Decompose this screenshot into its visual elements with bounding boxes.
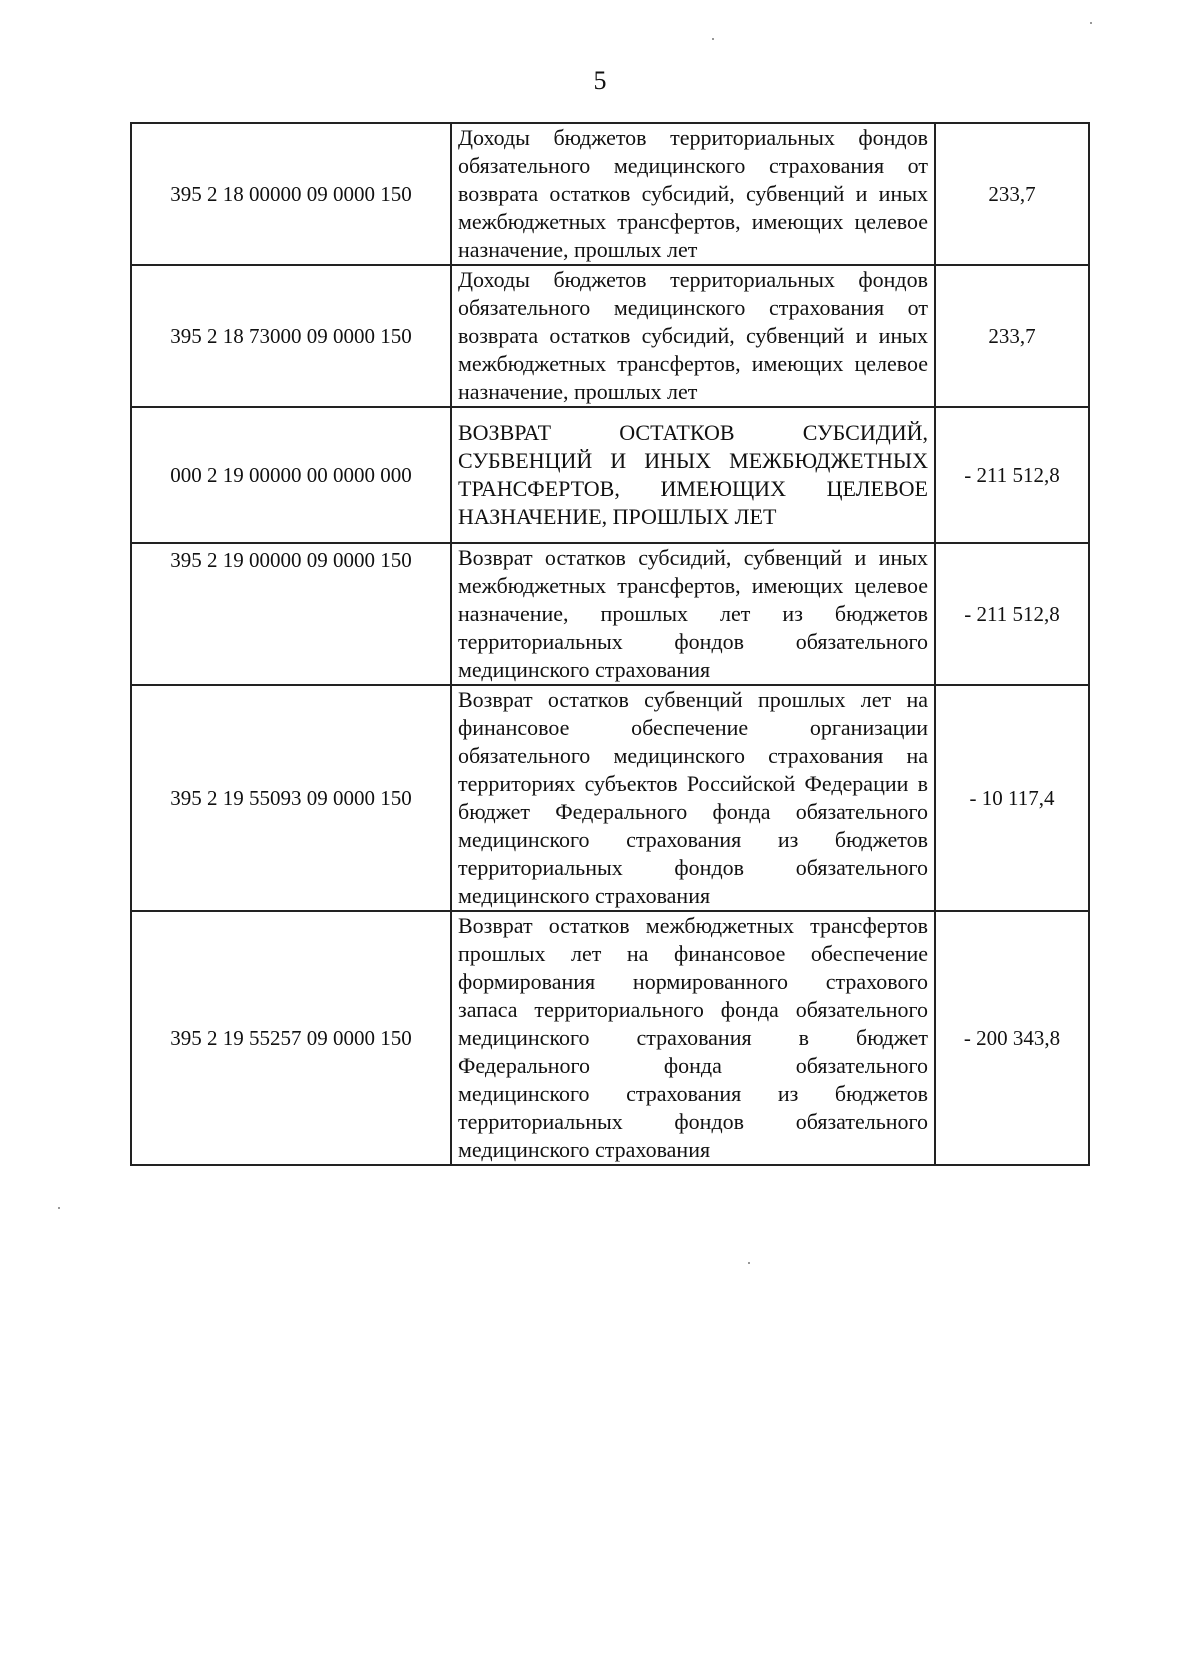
- budget-amount: - 200 343,8: [935, 911, 1089, 1165]
- budget-code: 395 2 19 00000 09 0000 150: [131, 543, 451, 685]
- table-row: [131, 265, 1089, 407]
- budget-code: 395 2 19 55093 09 0000 150: [131, 685, 451, 911]
- table-row: [131, 685, 1089, 911]
- scan-speck: [712, 38, 714, 40]
- page-number: 5: [593, 66, 607, 95]
- budget-table: [130, 122, 1090, 1166]
- budget-code: 395 2 18 00000 09 0000 150: [131, 123, 451, 265]
- budget-amount: 233,7: [935, 123, 1089, 265]
- table-row: [131, 911, 1089, 1165]
- scan-speck: [748, 1262, 750, 1264]
- budget-description: ВОЗВРАТ ОСТАТКОВ СУБСИДИЙ, СУБВЕНЦИЙ И ИНЫХ МЕЖБЮДЖЕТНЫХ ТРАНСФЕРТОВ, ИМЕЮЩИХ ЦЕЛЕВОЕ НАЗНАЧЕНИЕ, ПРОШЛЫХ ЛЕТ: [451, 407, 935, 543]
- budget-code: 395 2 18 73000 09 0000 150: [131, 265, 451, 407]
- budget-description: Доходы бюджетов территориальных фондов обязательного медицинского страхования от возврата остатков субсидий, субвенций и иных межбюджетных трансфертов, имеющих целевое назначение, прошлых лет: [451, 265, 935, 407]
- budget-code: 000 2 19 00000 00 0000 000: [131, 407, 451, 543]
- budget-amount: - 10 117,4: [935, 685, 1089, 911]
- budget-amount: - 211 512,8: [935, 543, 1089, 685]
- budget-description: Возврат остатков субвенций прошлых лет на финансовое обеспечение организации обязательного медицинского страхования на территориях субъектов Российской Федерации в бюджет Федерального фонда обязательного медицинского страхования из бюджетов территориальных фондов обязательного медицинского страхования: [451, 685, 935, 911]
- table-row: [131, 407, 1089, 543]
- budget-amount: 233,7: [935, 265, 1089, 407]
- budget-description: Возврат остатков межбюджетных трансфертов прошлых лет на финансовое обеспечение формирования нормированного страхового запаса территориального фонда обязательного медицинского страхования в бюджет Федерального фонда обязательного медицинского страхования из бюджетов территориальных фондов обязательного медицинского страхования: [451, 911, 935, 1165]
- budget-description: Возврат остатков субсидий, субвенций и иных межбюджетных трансфертов, имеющих целевое назначение, прошлых лет из бюджетов территориальных фондов обязательного медицинского страхования: [451, 543, 935, 685]
- budget-amount: - 211 512,8: [935, 407, 1089, 543]
- table-row: [131, 123, 1089, 265]
- table-row: [131, 543, 1089, 685]
- scan-speck: [58, 1207, 60, 1209]
- budget-code: 395 2 19 55257 09 0000 150: [131, 911, 451, 1165]
- scan-speck: [1090, 22, 1092, 24]
- budget-description: Доходы бюджетов территориальных фондов обязательного медицинского страхования от возврата остатков субсидий, субвенций и иных межбюджетных трансфертов, имеющих целевое назначение, прошлых лет: [451, 123, 935, 265]
